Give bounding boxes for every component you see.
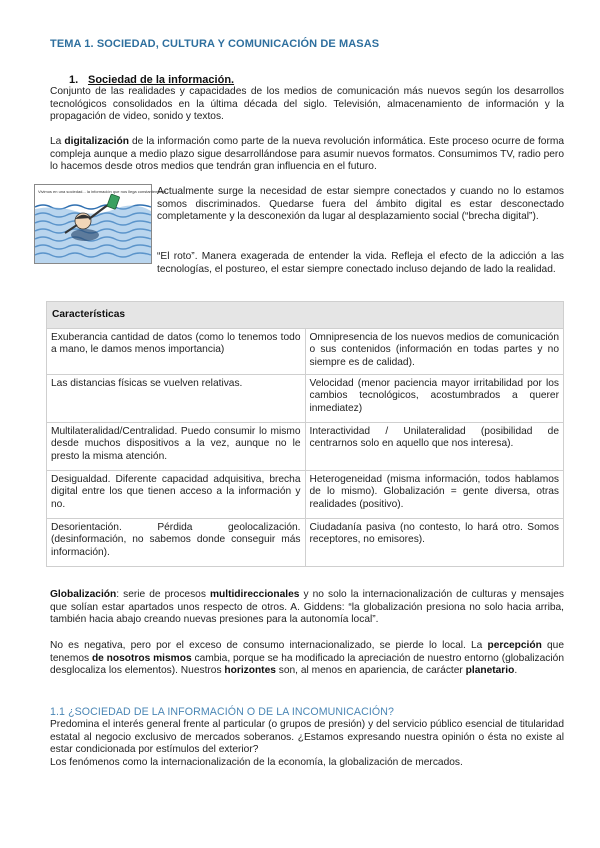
text-run: de la información como parte de la nueva revolución informática. Este proceso ocurre de forma compleja aunque a medio plazo sigue desarrollándose para asumir nuevos formatos. Consumimos TV, radio pero lo hacemos desde otros medios que tendrán gran influencia en el futuro. — [50, 136, 564, 173]
table-cell: Heterogeneidad (misma información, todos hablamos de lo mismo). Globalización = gente diversa, otras realidades (positivo). — [305, 470, 564, 518]
table-row — [47, 518, 564, 566]
table-header: Características — [47, 302, 564, 329]
table-cell: Multilateralidad/Centralidad. Puedo consumir lo mismo desde muchos dispositivos a la vez, aunque no le presto la misma atención. — [47, 422, 306, 470]
table-row — [47, 328, 564, 374]
section-heading-text: Sociedad de la información. — [88, 74, 235, 86]
text-run: . — [514, 665, 518, 677]
table-cell: Las distancias físicas se vuelven relativas. — [47, 374, 306, 422]
bold-term: percepción — [487, 640, 542, 651]
cartoon-drawing — [35, 185, 167, 263]
table-cell: Desigualdad. Diferente capacidad adquisitiva, brecha digital entre los que tienen acceso a la información y no. — [47, 470, 306, 518]
local-loss-paragraph — [50, 640, 564, 678]
cartoon-caption: Vivimos en una sociedad... la información que nos llega constantemente — [38, 189, 167, 194]
bold-term: planetario — [465, 665, 515, 677]
text-run: que tenemos — [50, 640, 564, 664]
table-cell: Exuberancia cantidad de datos (como lo tenemos todo a mano, le damos menos importancia) — [47, 328, 306, 374]
bold-term: Globalización — [50, 589, 117, 600]
section-number: 1. — [69, 74, 79, 86]
bold-term: horizontes — [224, 665, 276, 677]
subsection-paragraph: Predomina el interés general frente al particular (o grupos de presión) y del servicio público esencial de titularidad estatal al negocio exclusivo de mercados soberanos. ¿Estamos expresando nuestra opinión o ésta no existe al estar condicionada por estímulos del exterior? — [50, 719, 564, 756]
section-heading — [69, 74, 234, 86]
bold-term: digitalización — [64, 136, 129, 147]
document-title: TEMA 1. SOCIEDAD, CULTURA Y COMUNICACIÓN DE MASAS — [50, 38, 380, 50]
text-run: La — [50, 136, 65, 147]
text-run: No es negativa, pero por el exceso de consumo internacionalizado, se pierde lo local. La — [50, 640, 488, 651]
text-run: y no solo la internacionalización de culturas y mensajes que solían estar apartados unos respecto de otros. A. Giddens: “la globalización presiona no solo hacia arriba, también hacia abajo creando nuevas presiones para la autonomía local”. — [50, 589, 564, 626]
characteristics-table — [46, 301, 564, 567]
bold-term: multidireccionales — [209, 589, 300, 600]
intro-paragraph: Conjunto de las realidades y capacidades de los medios de comunicación más nuevos según los desarrollos tecnológicos consolidados en la última década del siglo. Televisión, almacenamiento de información y la propagación de video, sonido y textos. — [50, 86, 564, 123]
subsection-heading: 1.1 ¿SOCIEDAD DE LA INFORMACIÓN O DE LA INCOMUNICACIÓN? — [50, 706, 394, 718]
el-roto-paragraph: “El roto”. Manera exagerada de entender la vida. Refleja el efecto de la adicción a las tecnologías, el postureo, el estar siempre conectado incluso dejando de lado la realidad. — [157, 251, 564, 275]
table-cell: Interactividad / Unilateralidad (posibilidad de centrarnos solo en aquello que nos interesa). — [305, 422, 564, 470]
table-row — [47, 422, 564, 470]
bold-term: de nosotros mismos — [91, 652, 192, 664]
cartoon-illustration — [34, 184, 167, 264]
globalization-paragraph — [50, 589, 564, 627]
table-row — [47, 470, 564, 518]
table-cell: Omnipresencia de los nuevos medios de comunicación o sus contenidos (información en todas partes y no siempre es de calidad). — [305, 328, 564, 374]
table-header-row — [47, 302, 564, 329]
text-run: cambia, porque se ha modificado la apreciación de nuestro entorno (globalización desglocaliza los elementos). Nuestros — [50, 652, 564, 677]
table-cell: Desorientación. Pérdida geolocalización. (desinformación, no sabemos donde conseguir más información). — [47, 518, 306, 566]
table-cell: Ciudadanía pasiva (no contesto, lo hará otro. Somos receptores, no emisores). — [305, 518, 564, 566]
table-row — [47, 374, 564, 422]
table-cell: Velocidad (menor paciencia mayor irritabilidad por los cambios tecnológicos, acostumbrados a querer inmediatez) — [305, 374, 564, 422]
digitalization-paragraph — [50, 136, 564, 174]
text-run: son, al menos en apariencia, de carácter — [275, 665, 466, 677]
connectivity-paragraph: Actualmente surge la necesidad de estar siempre conectados y cuando no lo estamos somos discriminados. Quedarse fuera del ámbito digital es estar desconectado completamente y la desconexión da lugar al desplazamiento social (“brecha digital”). — [157, 186, 564, 223]
phenomena-paragraph: Los fenómenos como la internacionalización de la economía, la globalización de mercados. — [50, 757, 463, 768]
text-run: : serie de procesos — [116, 589, 210, 600]
